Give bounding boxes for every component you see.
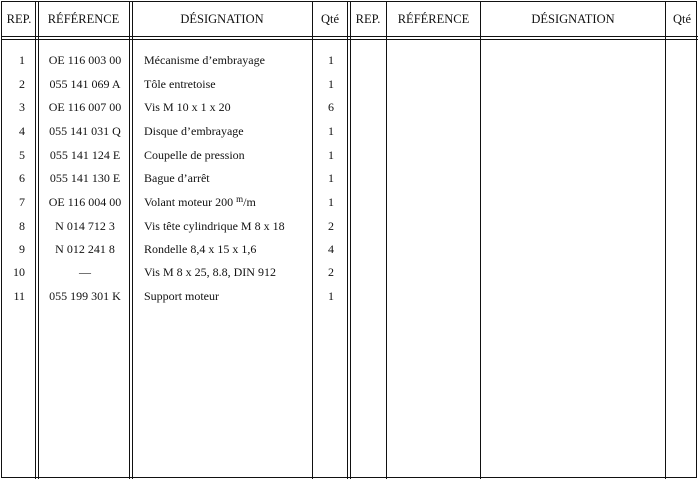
- row-reference: —: [79, 265, 91, 279]
- row-qty: 4: [328, 242, 334, 256]
- header-designation-right: DÉSIGNATION: [531, 12, 615, 26]
- header-qty-right: Qté: [672, 12, 692, 26]
- row-designation: Vis M 8 x 25, 8.8, DIN 912: [144, 265, 276, 279]
- row-qty: 2: [328, 219, 334, 233]
- column-divider: [347, 1, 348, 479]
- column-divider: [480, 1, 481, 479]
- header-reference-right: RÉFÉRENCE: [397, 12, 470, 26]
- column-divider: [665, 1, 666, 479]
- row-designation: Vis M 10 x 1 x 20: [144, 100, 231, 114]
- row-qty: 1: [328, 53, 334, 67]
- row-designation: Mécanisme d’embrayage: [144, 53, 265, 67]
- column-divider: [35, 1, 36, 479]
- row-reference: N 014 712 3: [55, 219, 115, 233]
- table-frame: [1, 1, 697, 478]
- unit-tail: /m: [243, 195, 256, 209]
- row-reference: 055 141 130 E: [49, 171, 121, 185]
- row-rep: 6: [19, 171, 25, 185]
- row-designation: Bague d’arrêt: [144, 171, 210, 185]
- row-qty: 1: [328, 148, 334, 162]
- column-divider: [129, 1, 130, 479]
- row-reference: OE 116 004 00: [48, 195, 122, 209]
- row-qty: 1: [328, 195, 334, 209]
- row-rep: 3: [19, 100, 25, 114]
- row-rep: 5: [19, 148, 25, 162]
- designation-text: Volant moteur 200: [144, 195, 234, 209]
- row-qty: 1: [328, 124, 334, 138]
- row-reference: 055 141 124 E: [49, 148, 121, 162]
- row-rep: 8: [19, 219, 25, 233]
- header-reference: RÉFÉRENCE: [47, 12, 120, 26]
- row-rep: 2: [19, 77, 25, 91]
- row-qty: 1: [328, 289, 334, 303]
- row-reference: OE 116 007 00: [48, 100, 122, 114]
- row-rep: 9: [19, 242, 25, 256]
- header-designation: DÉSIGNATION: [180, 12, 264, 26]
- row-qty: 1: [328, 171, 334, 185]
- row-designation: Coupelle de pression: [144, 148, 245, 162]
- row-designation: Vis tête cylindrique M 8 x 18: [144, 219, 285, 233]
- row-rep: 11: [13, 289, 25, 303]
- row-reference: OE 116 003 00: [48, 53, 122, 67]
- row-designation: Tôle entretoise: [144, 77, 216, 91]
- row-qty: 2: [328, 265, 334, 279]
- row-qty: 1: [328, 77, 334, 91]
- header-rep-right: REP.: [355, 12, 381, 26]
- row-rep: 10: [13, 265, 25, 279]
- row-reference: N 012 241 8: [55, 242, 115, 256]
- column-divider: [386, 1, 387, 479]
- header-rep: REP.: [6, 12, 32, 26]
- row-qty: 6: [328, 100, 334, 114]
- row-rep: 7: [19, 195, 25, 209]
- header-divider: [1, 36, 698, 37]
- row-rep: 4: [19, 124, 25, 138]
- column-divider: [312, 1, 313, 479]
- row-rep: 1: [19, 53, 25, 67]
- row-reference: 055 141 031 Q: [49, 124, 121, 138]
- row-designation: [144, 195, 256, 209]
- unit-superscript: m: [236, 194, 244, 204]
- row-reference: 055 199 301 K: [49, 289, 121, 303]
- row-designation: Rondelle 8,4 x 15 x 1,6: [144, 242, 257, 256]
- row-designation: Support moteur: [144, 289, 219, 303]
- header-qty: Qté: [320, 12, 340, 26]
- row-designation: Disque d’embrayage: [144, 124, 244, 138]
- row-reference: 055 141 069 A: [49, 77, 121, 91]
